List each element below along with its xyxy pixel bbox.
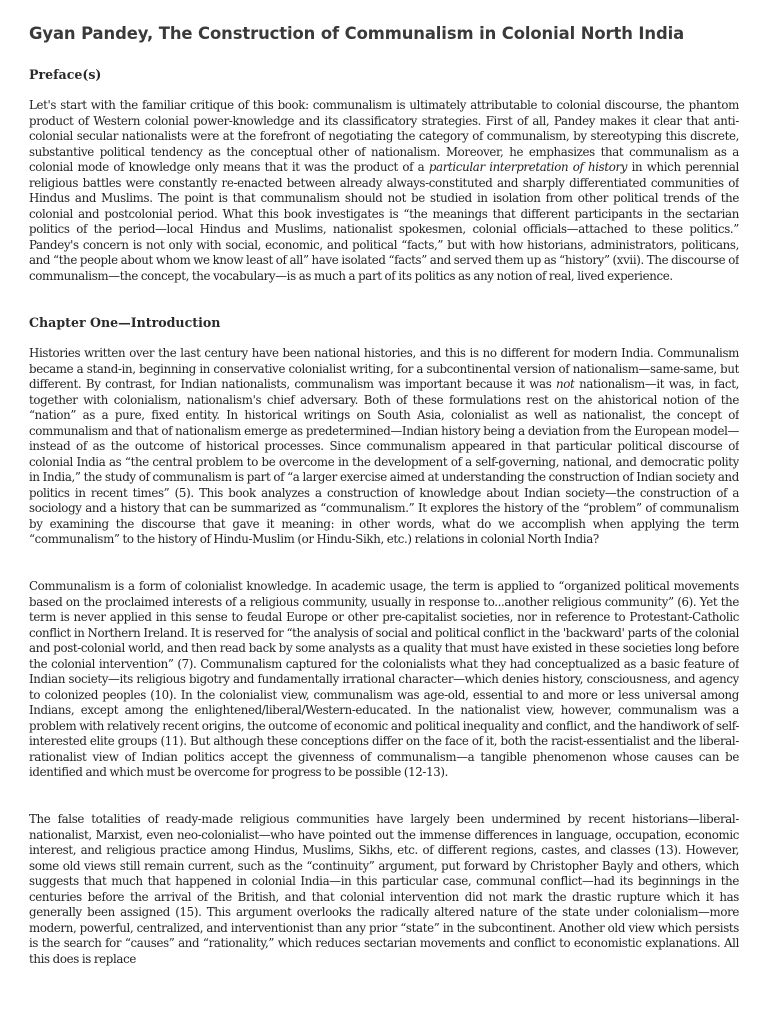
document-title: Gyan Pandey, The Construction of Communalism in Colonial North India — [29, 24, 685, 43]
paragraph-text: Let's start with the familiar critique of this book: communalism is ultimately attributable to colonial discourse, the phantom product of Western colonial power-knowledge and its classificatory strategies. First of all, Pandey makes it clear that anti-colonial secular nationalists were at the forefront of negotiating the category of communalism, by stereotyping this discrete, substantive political tendency as the conceptual other of nationalism. Moreover, he emphasizes that communalism as a colonial mode of knowledge only means that it was the product of a — [29, 98, 739, 174]
paragraph-chapter-one-3 — [29, 812, 739, 978]
paragraph-emphasis: not — [556, 377, 575, 391]
paragraph-text: The false totalities of ready-made religious communities have largely been undermined by recent historians—liberal-nationalist, Marxist, even neo-colonialist—who have pointed out the immense differences in language, occupation, economic interest, and religious practice among Hindus, Muslims, Sikhs, etc. of different regions, castes, and classes (13). However, some old views still remain current, such as the “continuity” argument, put forward by Christopher Bayly and others, which suggests that much that happened in colonial India—in this particular case, communal conflict—had its beginnings in the centuries before the arrival of the British, and that colonial intervention did not mark the drastic rupture which it has generally been assigned (15). This argument overlooks the radically altered nature of the state under colonialism—more modern, powerful, centralized, and interventionist than any prior “state” in the subcontinent. Another old view which persists is the search for “causes” and “rationality,” which reduces sectarian movements and conflict to economistic explanations. All this does is replace — [29, 812, 739, 966]
paragraph-preface — [29, 98, 739, 300]
section-heading-preface: Preface(s) — [29, 67, 102, 82]
paragraph-text: Communalism is a form of colonialist knowledge. In academic usage, the term is applied to “organized political movements based on the proclaimed interests of a religious community, usually in response to...another religious community” (6). Yet the term is never applied in this sense to feudal Europe or other pre-capitalist societies, nor in reference to Protestant-Catholic conflict in Northern Ireland. It is reserved for “the analysis of social and political conflict in the 'backward' parts of the colonial and post-colonial world, and then read back by some analysts as a quality that must have existed in these societies long before the colonial intervention” (7). Communalism captured for the colonialists what they had conceptualized as a basic feature of Indian society—its religious bigotry and fundamentally irrational character—which denies history, consciousness, and agency to colonized peoples (10). In the colonialist view, communalism was age-old, essential to and more or less universal among Indians, except among the enlightened/liberal/Western-educated. In the nationalist view, however, communalism was a problem with relatively recent origins, the outcome of economic and political inequality and conflict, and the handiwork of self-interested elite groups (11). But although these conceptions differ on the face of it, both the racist-essentialist and the liberal-rationalist view of Indian politics accept the givenness of communalism—a tangible phenomenon whose causes can be identified and which must be overcome for progress to be possible (12-13). — [29, 579, 739, 779]
paragraph-chapter-one-2 — [29, 579, 739, 797]
document-page — [29, 24, 739, 978]
paragraph-emphasis: particular interpretation of history — [428, 160, 628, 174]
paragraph-text: in which perennial religious battles were constantly re-enacted between already always-constituted and sharply differentiated communities of Hindus and Muslims. The point is that communalism should not be studied in isolation from other political trends of the colonial and postcolonial period. What this book investigates is “the meanings that different participants in the sectarian politics of the period—local Hindus and Muslims, nationalist spokesmen, colonial officials—attached to these politics.” Pandey's concern is not only with social, economic, and political “facts,” but with how historians, administrators, politicans, and “the people about whom we know least of all” have isolated “facts” and served them up as “history” (xvii). The discourse of communalism—the concept, the vocabulary—is as much a part of its politics as any notion of real, lived experience. — [29, 160, 739, 283]
paragraph-chapter-one-1 — [29, 346, 739, 564]
paragraph-text: nationalism—it was, in fact, together with colonialism, nationalism's chief adversary. Both of these formulations rest on the ahistorical notion of the “nation” as a pure, fixed entity. In historical writings on South Asia, colonialist as well as nationalist, the concept of communalism and that of nationalism emerge as predetermined—Indian history being a deviation from the European model—instead of as the outcome of historical processes. Since communalism appeared in that particular political discourse of colonial India as “the central problem to be overcome in the development of a self-governing, national, and democratic polity in India,” the study of communalism is part of “a larger exercise aimed at understanding the construction of Indian society and politics in recent times” (5). This book analyzes a construction of knowledge about Indian society—the construction of a sociology and a history that can be summarized as “communalism.” It explores the history of the “problem” of communalism by examining the discourse that gave it meaning: in other words, what do we accomplish when applying the term “communalism” to the history of Hindu-Muslim (or Hindu-Sikh, etc.) relations in colonial North India? — [29, 377, 739, 546]
section-heading-chapter-one: Chapter One—Introduction — [29, 315, 221, 330]
paragraph-text: Histories written over the last century have been national histories, and this is no different for modern India. Communalism became a stand-in, beginning in conservative colonialist writing, for a subcontinental version of nationalism—same-same, but different. By contrast, for Indian nationalists, communalism was important because it was — [29, 346, 739, 391]
